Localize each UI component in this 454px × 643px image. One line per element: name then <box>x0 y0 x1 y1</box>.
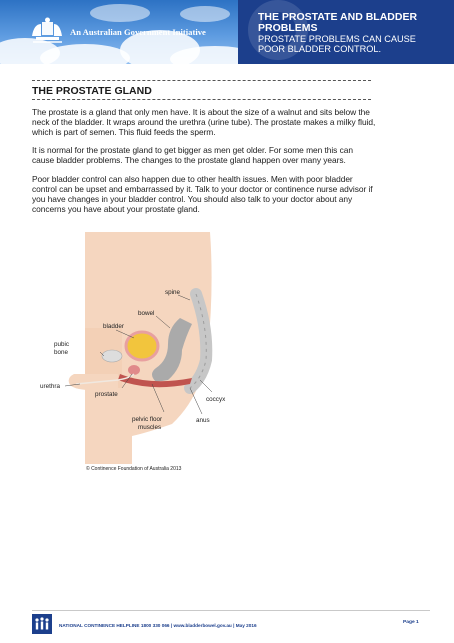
label-anus: anus <box>196 417 210 424</box>
header-subtitle: PROSTATE PROBLEMS CAN CAUSE POOR BLADDER CONTROL. <box>258 34 416 54</box>
footer-rule <box>32 610 430 611</box>
label-bowel: bowel <box>138 310 155 317</box>
page-number: Page 1 <box>403 620 419 625</box>
label-coccyx: coccyx <box>206 396 226 403</box>
coat-of-arms-icon <box>28 16 66 46</box>
label-muscles: muscles <box>138 424 162 431</box>
label-bladder: bladder <box>103 323 125 330</box>
prostate-anatomy-diagram <box>40 228 240 464</box>
figure-copyright: © Continence Foundation of Australia 2013 <box>86 466 182 472</box>
continence-logo-icon <box>32 614 52 634</box>
footer-helpline-text: NATIONAL CONTINENCE HELPLINE 1800 330 066 | www.bladderbowel.gov.au | May 2016 <box>59 623 257 628</box>
label-prostate: prostate <box>95 391 118 398</box>
section-rule-bottom <box>32 99 371 100</box>
label-urethra: urethra <box>40 383 60 390</box>
header-title: THE PROSTATE AND BLADDER PROBLEMS <box>258 11 418 34</box>
prostate-shape <box>128 365 140 375</box>
label-pelvic-floor: pelvic floor <box>132 416 163 423</box>
paragraph-2: It is normal for the prostate gland to get bigger as men get older. For some men this can cause bladder problems. The changes to the prostate gland happen over many years. <box>32 145 353 165</box>
label-pubic: pubic <box>54 341 70 348</box>
section-rule-top <box>32 80 371 81</box>
page-header <box>0 0 454 64</box>
label-spine: spine <box>165 289 181 296</box>
paragraph-3: Poor bladder control can also happen due to other health issues. Men with poor bladder control can be upset and embarrassed by it. Talk to your doctor or continence nurse advisor if you have changes in your bladder control. You should also talk to your doctor about any concerns you have about your prostate gland. <box>32 174 373 214</box>
gov-initiative-text: An Australian Government Initiative <box>70 27 206 37</box>
label-bone: bone <box>54 349 69 356</box>
section-title: THE PROSTATE GLAND <box>32 85 152 97</box>
paragraph-1: The prostate is a gland that only men have. It is about the size of a walnut and sits below the neck of the bladder. It wraps around the urethra (urine tube). The prostate makes a milky fluid, which is part of semen. This fluid feeds the sperm. <box>32 107 376 137</box>
pubic-bone-shape <box>102 350 122 362</box>
bladder-shape <box>126 332 158 360</box>
